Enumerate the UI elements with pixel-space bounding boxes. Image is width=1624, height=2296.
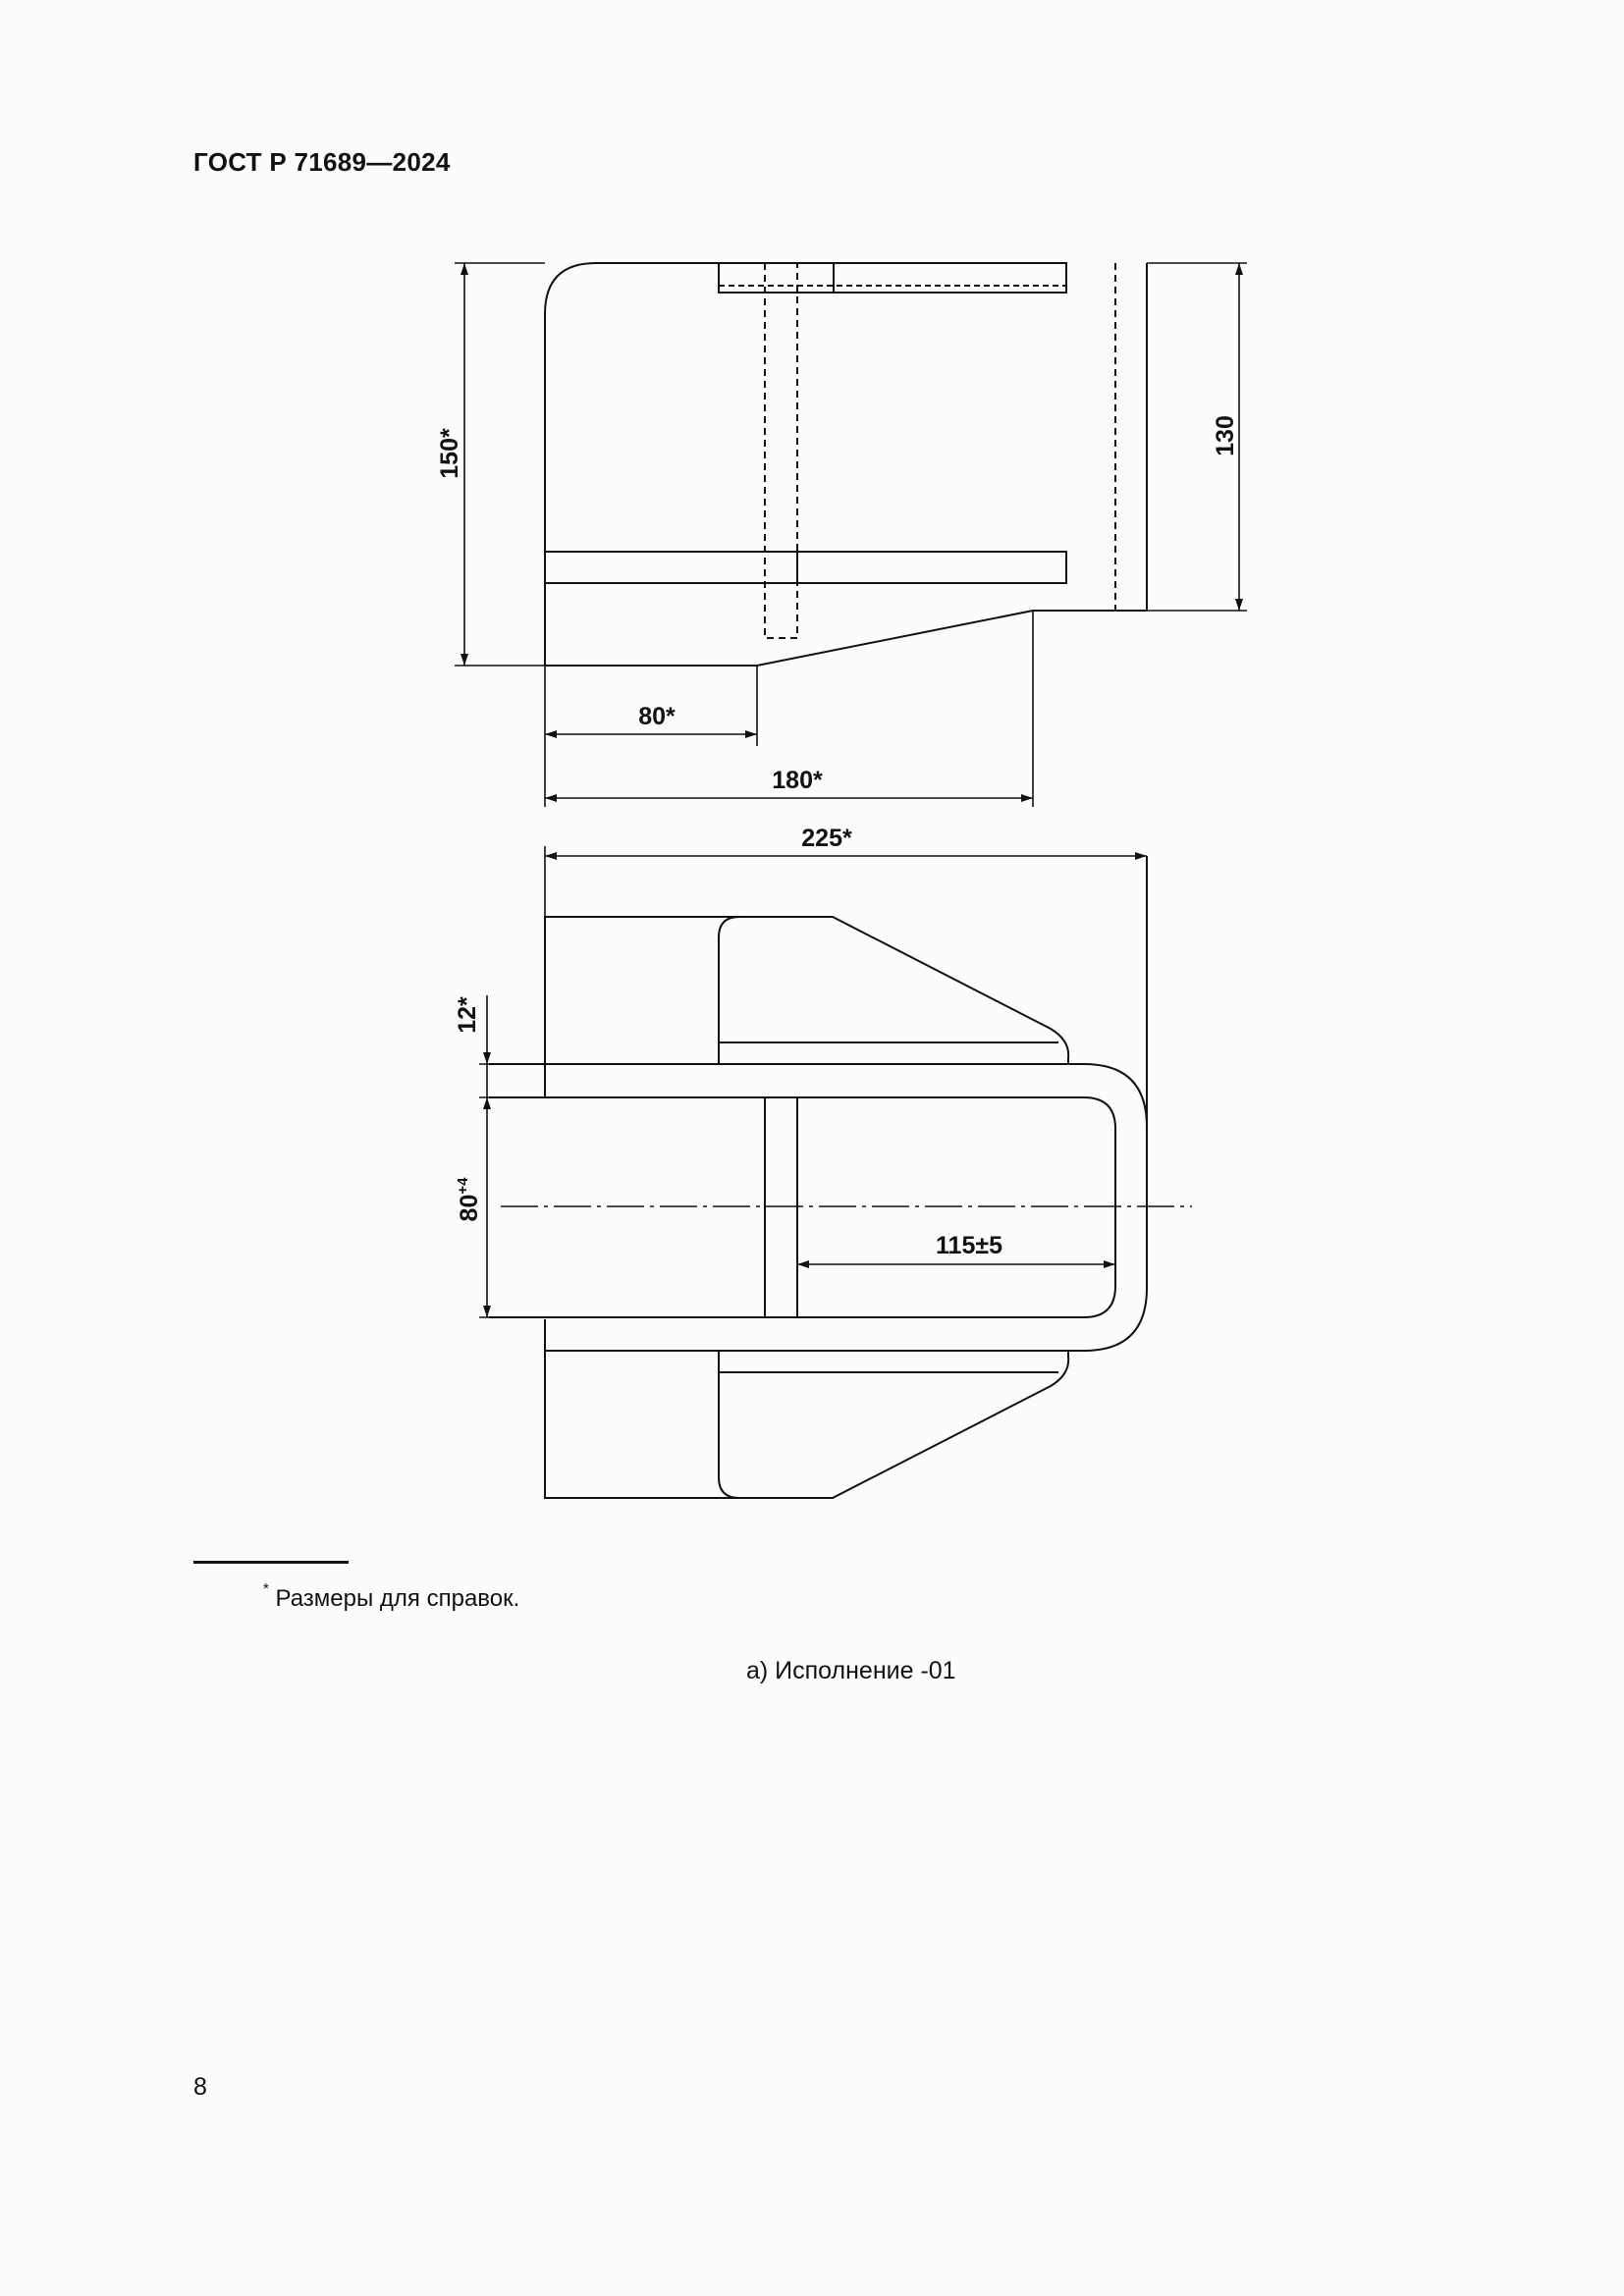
- dim-label-150: 150*: [436, 428, 463, 479]
- u-strap-outer: [489, 1064, 1147, 1351]
- dim-label-225: 225*: [801, 825, 852, 852]
- lower-bracket: [545, 1319, 1068, 1498]
- document-header: ГОСТ Р 71689—2024: [193, 147, 451, 177]
- top-view: [545, 263, 1147, 666]
- crossbar: [765, 1097, 797, 1317]
- upper-bracket: [545, 917, 1068, 1097]
- top-view-dimensions: [455, 263, 1247, 807]
- top-plate: [719, 263, 1066, 293]
- bottom-view: [489, 856, 1147, 1498]
- footnote: [263, 1580, 520, 1613]
- footnote-divider: [193, 1561, 349, 1564]
- dim-label-80-ref: 80*: [638, 703, 676, 730]
- top-view-outline: [545, 263, 719, 666]
- u-strap-inner: [489, 1097, 1115, 1317]
- figure-caption: а) Исполнение -01: [746, 1657, 956, 1684]
- footnote-text: Размеры для справок.: [275, 1585, 520, 1612]
- dim-label-12: 12*: [454, 996, 481, 1034]
- top-view-base-line: [545, 263, 1147, 666]
- middle-plate: [545, 552, 1066, 583]
- dim-label-180: 180*: [772, 767, 823, 794]
- hidden-pin: [765, 263, 797, 638]
- dim-label-80: $80^{+4}$: [455, 1177, 483, 1222]
- footnote-marker: *: [263, 1580, 269, 1597]
- dim-label-115: 115±5: [936, 1232, 1002, 1259]
- page-number: 8: [193, 2073, 207, 2101]
- dim-label-130: 130: [1212, 415, 1239, 456]
